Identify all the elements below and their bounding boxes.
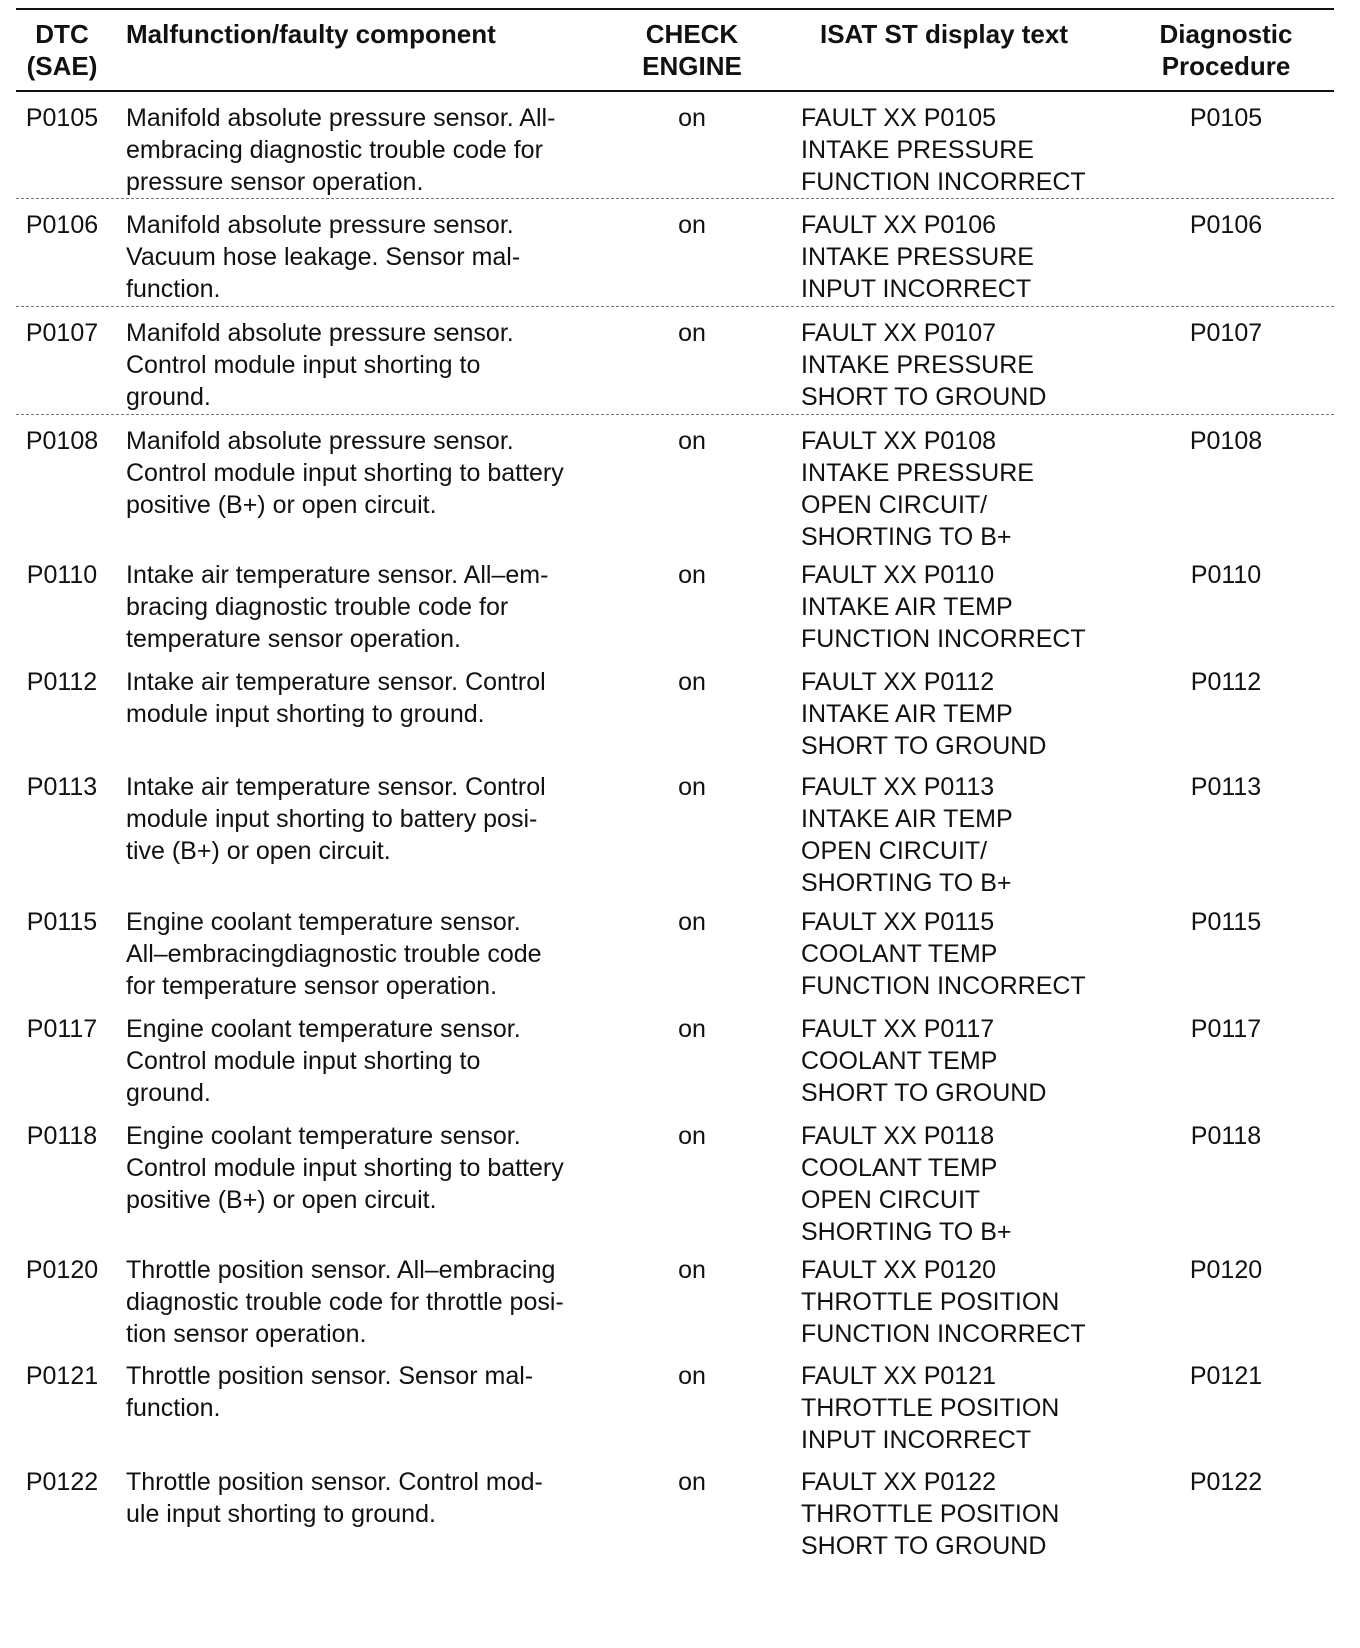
dtc-code: P0106 [25,211,99,239]
dtc-code: P0117 [26,1015,98,1043]
dtc-code: P0120 [25,1256,99,1284]
display-text: FAULT XX P0110 INTAKE AIR TEMP FUNCTION INCORRECT [801,561,1086,653]
table-row [16,1350,1334,1456]
component-description: Engine coolant temperature sensor. All–embracingdiagnostic trouble code for temperature sensor operation. [126,908,542,1000]
check-engine-status: on [678,427,706,455]
header-display-text: ISAT ST display text [819,19,1068,49]
component-description: Manifold absolute pressure sensor. Vacuum hose leakage. Sensor mal- function. [126,211,521,303]
table-row [16,1456,1334,1564]
table-row [16,656,1334,761]
check-engine-status: on [678,104,706,132]
dtc-code: P0110 [26,561,98,589]
table-row [16,1003,1334,1110]
component-description: Throttle position sensor. Sensor mal- function. [126,1362,534,1422]
check-engine-status: on [678,908,706,936]
check-engine-status: on [678,211,706,239]
display-text: FAULT XX P0122 THROTTLE POSITION SHORT TO GROUND [801,1468,1060,1560]
table-row [16,761,1334,896]
display-text: FAULT XX P0120 THROTTLE POSITION FUNCTION INCORRECT [801,1256,1086,1348]
procedure-code: P0117 [1190,1015,1262,1043]
check-engine-status: on [678,668,706,696]
display-text: FAULT XX P0113 INTAKE AIR TEMP OPEN CIRCUIT/ SHORTING TO B+ [801,773,1013,897]
procedure-code: P0113 [1190,773,1262,801]
dtc-code: P0118 [26,1122,98,1150]
dtc-code: P0107 [25,319,99,347]
table-row [16,307,1334,415]
procedure-code: P0108 [1189,427,1263,455]
display-text: FAULT XX P0106 INTAKE PRESSURE INPUT INCORRECT [801,211,1034,303]
header-dtc: DTC (SAE) [26,19,98,81]
component-description: Intake air temperature sensor. All–em- bracing diagnostic trouble code for temperature sensor operation. [126,561,549,653]
check-engine-status: on [678,1015,706,1043]
procedure-code: P0121 [1189,1362,1263,1390]
procedure-code: P0107 [1189,319,1263,347]
table-header [16,8,1334,92]
procedure-code: P0106 [1189,211,1263,239]
dtc-code: P0105 [25,104,99,132]
component-description: Engine coolant temperature sensor. Control module input shorting to battery positive (B+) or open circuit. [126,1122,564,1214]
procedure-code: P0110 [1190,561,1262,589]
procedure-code: P0115 [1190,908,1262,936]
header-component: Malfunction/faulty component [126,19,496,49]
display-text: FAULT XX P0118 COOLANT TEMP OPEN CIRCUIT SHORTING TO B+ [801,1122,1012,1246]
component-description: Engine coolant temperature sensor. Control module input shorting to ground. [126,1015,521,1107]
check-engine-status: on [678,1122,706,1150]
component-description: Manifold absolute pressure sensor. Control module input shorting to battery positive (B+) or open circuit. [126,427,564,519]
header-procedure: Diagnostic Procedure [1159,19,1293,81]
dtc-code: P0122 [25,1468,99,1496]
display-text: FAULT XX P0115 COOLANT TEMP FUNCTION INCORRECT [801,908,1086,1000]
table-row [16,415,1334,549]
dtc-code: P0121 [25,1362,99,1390]
display-text: FAULT XX P0108 INTAKE PRESSURE OPEN CIRCUIT/ SHORTING TO B+ [801,427,1034,551]
component-description: Intake air temperature sensor. Control module input shorting to ground. [126,668,546,728]
table-row [16,92,1334,199]
component-description: Intake air temperature sensor. Control module input shorting to battery posi- tive (B+) or open circuit. [126,773,546,865]
check-engine-status: on [678,1468,706,1496]
procedure-code: P0112 [1190,668,1262,696]
display-text: FAULT XX P0107 INTAKE PRESSURE SHORT TO GROUND [801,319,1047,411]
procedure-code: P0105 [1189,104,1263,132]
procedure-code: P0122 [1189,1468,1263,1496]
dtc-code: P0113 [26,773,98,801]
display-text: FAULT XX P0121 THROTTLE POSITION INPUT INCORRECT [801,1362,1060,1454]
procedure-code: P0120 [1189,1256,1263,1284]
check-engine-status: on [678,1362,706,1390]
dtc-code: P0112 [26,668,98,696]
dtc-table [16,8,1334,1564]
dtc-code: P0108 [25,427,99,455]
display-text: FAULT XX P0112 INTAKE AIR TEMP SHORT TO GROUND [801,668,1047,760]
header-check-engine: CHECK ENGINE [642,19,742,81]
display-text: FAULT XX P0117 COOLANT TEMP SHORT TO GROUND [801,1015,1047,1107]
component-description: Throttle position sensor. All–embracing diagnostic trouble code for throttle posi- tion sensor operation. [126,1256,564,1348]
dtc-code: P0115 [26,908,98,936]
component-description: Manifold absolute pressure sensor. All- embracing diagnostic trouble code for pressure sensor operation. [126,104,556,196]
table-row [16,1244,1334,1350]
display-text: FAULT XX P0105 INTAKE PRESSURE FUNCTION INCORRECT [801,104,1086,196]
table-row [16,1110,1334,1244]
table-row [16,549,1334,656]
check-engine-status: on [678,773,706,801]
table-row [16,896,1334,1003]
component-description: Manifold absolute pressure sensor. Control module input shorting to ground. [126,319,514,411]
table-row [16,199,1334,307]
procedure-code: P0118 [1190,1122,1262,1150]
check-engine-status: on [678,319,706,347]
check-engine-status: on [678,1256,706,1284]
component-description: Throttle position sensor. Control mod- ule input shorting to ground. [126,1468,543,1528]
check-engine-status: on [678,561,706,589]
